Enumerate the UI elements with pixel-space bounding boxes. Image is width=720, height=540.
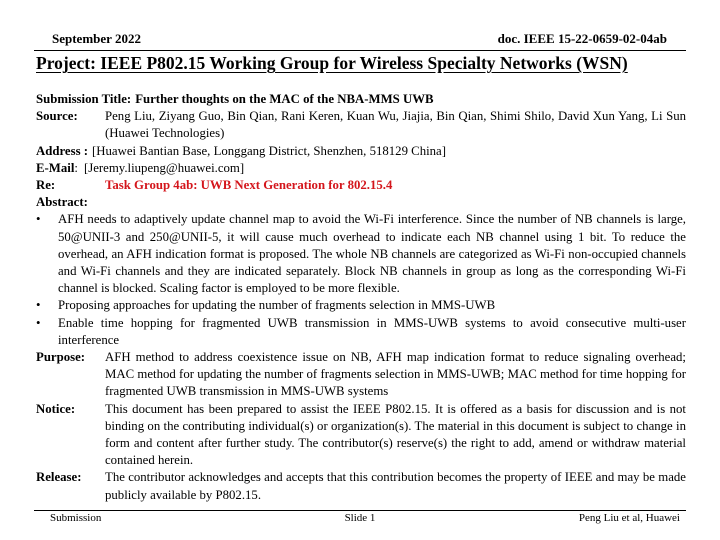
release-label: Release:: [36, 470, 82, 485]
header-doc-id: doc. IEEE 15-22-0659-02-04ab: [497, 31, 667, 46]
purpose-value: AFH method to address coexistence issue on NB, AFH map indication format to reduce signaling overhead; MAC method for updating the number of fragments selection in MMS-UWB; MAC method for time hopping for fragmented UWB transmission in MMS-UWB systems: [105, 350, 686, 399]
email-label: E-Mail: [36, 160, 75, 175]
footer-divider: [34, 510, 686, 511]
source-label: Source:: [36, 109, 78, 124]
header-date: September 2022: [52, 31, 141, 46]
release-value: The contributor acknowledges and accepts that this contribution becomes the property of IEEE and may be made publicly available by P802.15.: [105, 470, 686, 502]
notice-row: [36, 401, 686, 470]
release-row: [36, 469, 686, 503]
abstract-bullet-text: AFH needs to adaptively update channel map to avoid the Wi-Fi interference. Since the number of NB channels is large, 50@UNII-3 and 250@UNII-5, it will cause much overhead to indicate each NB channel using 1 bit. To reduce the overhead, an AFH indication format is proposed. The whole NB channels are categorized as Wi-Fi non-occupied channels and Wi-Fi channels and they are indicated separately. Block NB channels in group as long as the corresponding Wi-Fi channel is blocked. Scaling factor is employed to be more flexible.: [58, 212, 686, 296]
re-label: Re:: [36, 178, 56, 193]
abstract-bullet-text: Proposing approaches for updating the number of fragments selection in MMS-UWB: [58, 298, 496, 313]
address-value: [Huawei Bantian Base, Longgang District, Shenzhen, 518129 China]: [92, 143, 447, 158]
submission-title-value: Further thoughts on the MAC of the NBA-MMS UWB: [135, 92, 434, 106]
abstract-bullet: [36, 297, 686, 314]
purpose-row: [36, 349, 686, 401]
footer-slide-number: Slide 1: [344, 512, 376, 524]
email-row: [36, 160, 686, 177]
bullet-icon: •: [36, 315, 41, 330]
submission-title-label: Submission Title:: [36, 92, 132, 106]
email-separator: :: [74, 160, 78, 175]
purpose-label: Purpose:: [36, 350, 86, 365]
header-divider: [34, 50, 686, 51]
notice-label: Notice:: [36, 401, 76, 416]
abstract-bullet-text: Enable time hopping for fragmented UWB transmission in MMS-UWB systems to avoid consecutive multi-user interference: [58, 315, 686, 347]
re-row: [36, 177, 686, 194]
abstract-bullet: [36, 211, 686, 297]
footer-submission: Submission: [50, 512, 102, 524]
re-value: Task Group 4ab: UWB Next Generation for 802.15.4: [105, 178, 393, 193]
project-title: Project: IEEE P802.15 Working Group for Wireless Specialty Networks (WSN): [36, 53, 628, 73]
source-row: [36, 108, 686, 142]
bullet-icon: •: [36, 212, 41, 227]
abstract-bullet: [36, 315, 686, 349]
source-value: Peng Liu, Ziyang Guo, Bin Qian, Rani Keren, Kuan Wu, Jiajia, Bin Qian, Shimi Shilo, David Xun Yang, Li Sun (Huawei Technologies): [105, 109, 686, 141]
abstract-row: [36, 194, 686, 211]
notice-value: This document has been prepared to assist the IEEE P802.15. It is offered as a basis for discussion and is not binding on the contributing individual(s) or organization(s). The material in this document is subject to change in form and content after further study. The contributor(s) reserve(s) the right to add, amend or withdraw material contained herein.: [105, 401, 686, 468]
submission-title-row: [36, 91, 686, 108]
document-body: [36, 91, 686, 504]
bullet-icon: •: [36, 298, 41, 313]
address-row: [36, 143, 686, 160]
abstract-label: Abstract:: [36, 195, 88, 210]
email-value: [Jeremy.liupeng@huawei.com]: [83, 160, 245, 175]
footer-author: Peng Liu et al, Huawei: [578, 512, 680, 524]
address-label: Address :: [36, 143, 89, 158]
